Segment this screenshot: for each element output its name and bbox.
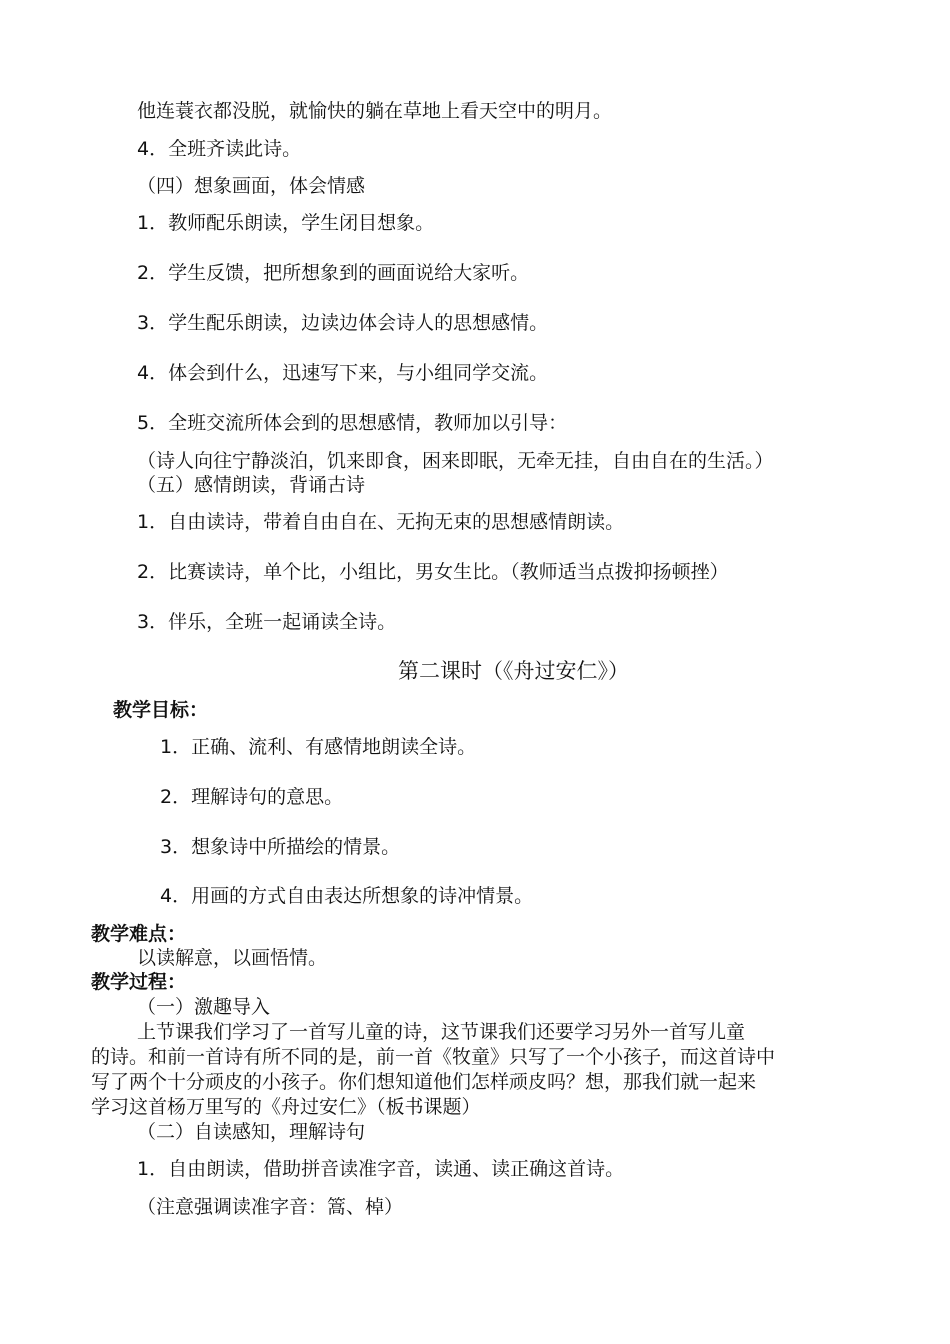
list-item: 2．学生反馈，把所想象到的画面说给大家听。 — [137, 262, 530, 284]
list-item: 3．伴乐，全班一起诵读全诗。 — [137, 611, 397, 633]
difficulty-heading: 教学难点： — [91, 923, 187, 945]
step-heading: （一）激趣导入 — [137, 996, 271, 1018]
list-item: 1．自由朗读，借助拼音读准字音，读通、读正确这首诗。 — [137, 1158, 625, 1180]
note-line: （注意强调读准字音：篙、棹） — [137, 1196, 404, 1218]
difficulty-text: 以读解意，以画悟情。 — [137, 947, 328, 969]
goal-item: 3．想象诗中所描绘的情景。 — [160, 836, 401, 858]
list-item: 4．全班齐读此诗。 — [137, 138, 302, 160]
paragraph-line: 学习这首杨万里写的《舟过安仁》（板书课题） — [91, 1096, 481, 1118]
goal-item: 1．正确、流利、有感情地朗读全诗。 — [160, 736, 477, 758]
section-heading: （五）感情朗读，背诵古诗 — [137, 474, 366, 496]
list-item: 1．教师配乐朗读，学生闭目想象。 — [137, 212, 435, 234]
list-item: 2．比赛读诗，单个比，小组比，男女生比。（教师适当点拨抑扬顿挫） — [137, 561, 729, 583]
lesson-title: 第二课时（《舟过安仁》） — [398, 659, 629, 683]
paragraph-line: 写了两个十分顽皮的小孩子。你们想知道他们怎样顽皮吗？想，那我们就一起来 — [91, 1071, 757, 1093]
list-item: 5．全班交流所体会到的思想感情，教师加以引导： — [137, 412, 568, 434]
paragraph-line: 的诗。和前一首诗有所不同的是，前一首《牧童》只写了一个小孩子，而这首诗中 — [91, 1046, 776, 1068]
goal-item: 2．理解诗句的意思。 — [160, 786, 344, 808]
list-item: 4．体会到什么，迅速写下来，与小组同学交流。 — [137, 362, 549, 384]
section-heading: （四）想象画面，体会情感 — [137, 175, 366, 197]
list-item: 3．学生配乐朗读，边读边体会诗人的思想感情。 — [137, 312, 549, 334]
note-line: （诗人向往宁静淡泊，饥来即食，困来即眠，无牵无挂，自由自在的生活。） — [137, 450, 774, 472]
paragraph-line: 他连蓑衣都没脱，就愉快的躺在草地上看天空中的明月。 — [137, 100, 613, 122]
goals-heading: 教学目标： — [113, 699, 209, 721]
goal-item: 4．用画的方式自由表达所想象的诗冲情景。 — [160, 885, 534, 907]
list-item: 1．自由读诗，带着自由自在、无拘无束的思想感情朗读。 — [137, 511, 625, 533]
process-heading: 教学过程： — [91, 971, 187, 993]
step-heading: （二）自读感知，理解诗句 — [137, 1121, 366, 1143]
paragraph-line: 上节课我们学习了一首写儿童的诗，这节课我们还要学习另外一首写儿童 — [137, 1021, 746, 1043]
